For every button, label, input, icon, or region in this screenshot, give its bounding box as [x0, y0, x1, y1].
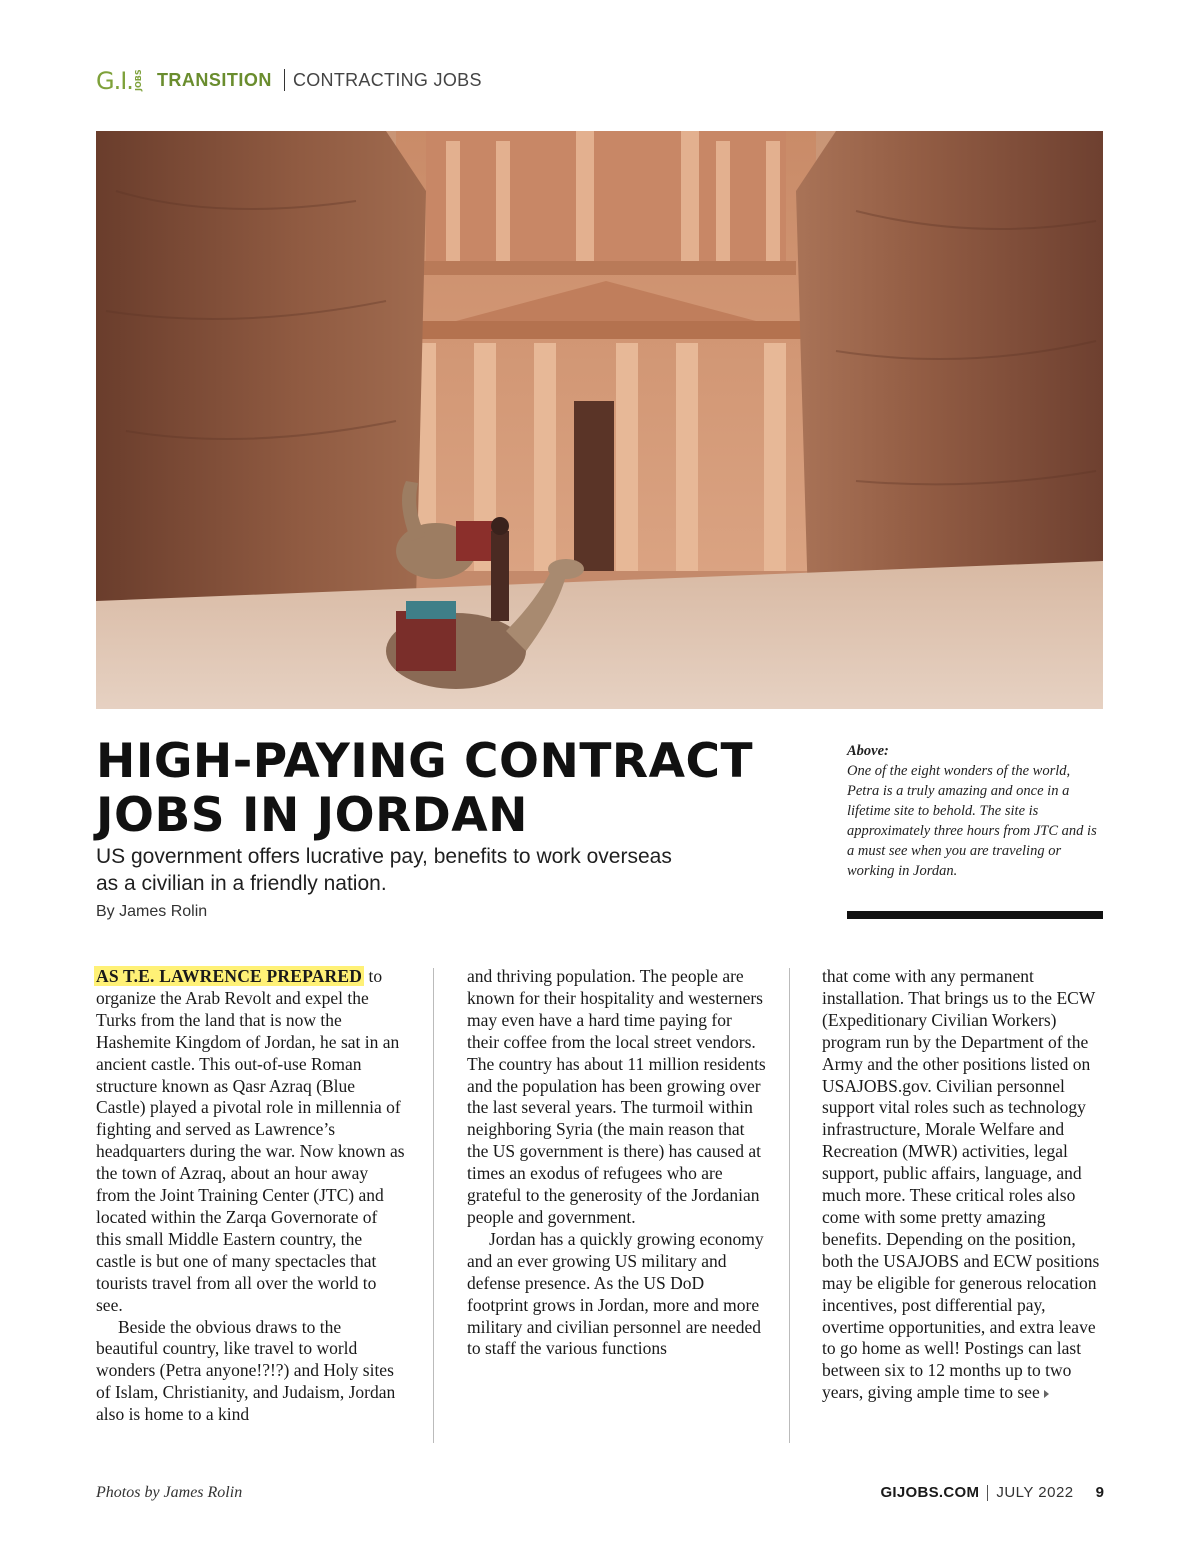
paragraph: and thriving population. The people are known for their hospitality and westerners may even have a hard time paying for their coffee from the local street vendors. The country has about 11 million residents and the population has been growing over the last several years. The turmoil within neighboring Syria (the main reason that the US government is there) has caused at times an exodus of refugees who are grateful to the generosity of the Jordanian people and government. [467, 966, 766, 1227]
photo-credit: Photos by James Rolin [96, 1484, 243, 1501]
continue-arrow-icon [1044, 1390, 1049, 1398]
paragraph: Jordan has a quickly growing economy and an ever growing US military and defense presence. As the US DoD footprint grows in Jordan, more and more military and civilian personnel are needed to staff the various functions [467, 1228, 764, 1359]
lead-in-highlight: AS T.E. LAWRENCE PREPARED [96, 966, 363, 986]
body-column-1 [96, 966, 406, 1426]
running-header [96, 64, 482, 96]
site-name: GIJOBS.COM [880, 1484, 980, 1501]
body-column-3 [822, 966, 1107, 1404]
logo-gi-text: G.I. [96, 67, 133, 95]
article-subtitle: US government offers lucrative pay, benefits to work overseas as a civilian in a friendly nation. [96, 845, 672, 895]
section-label: TRANSITION [156, 69, 272, 90]
page-number: 9 [1095, 1484, 1104, 1501]
paragraph-text: to organize the Arab Revolt and expel the Turks from the land that is now the Hashemite Kingdom of Jordan, he sat in an ancient castle. This out-of-use Roman structure known as Qasr Azraq (Blue Castle) played a pivotal role in millennia of fighting and served as Lawrence’s headquarters during the war. Now known as the town of Azraq, about an hour away from the Joint Training Center (JTC) and located within the Zarqa Governorate of this small Middle Eastern country, the castle is but one of many spectacles that tourists travel from all over the world to see. [96, 966, 405, 1315]
paragraph-text: that come with any permanent installation. That brings us to the ECW (Expeditionary Civilian Workers) program run by the Department of the Army and the other positions listed on USAJOBS.gov. Civilian personnel support vital roles such as technology infrastructure, Morale Welfare and Recreation (MWR) activities, legal support, public affairs, language, and much more. These critical roles also come with some pretty amazing benefits. Depending on the position, both the USAJOBS and ECW positions may be eligible for generous relocation incentives, post differential pay, overtime opportunities, and extra leave to go home as well! Postings can last between six to 12 months up to two years, giving ample time to see [822, 966, 1100, 1403]
logo-jobs-text: JOBS [133, 69, 143, 91]
paragraph [96, 966, 406, 1317]
photo-caption [847, 741, 1103, 881]
subsection-label: CONTRACTING JOBS [292, 69, 482, 90]
article-title [96, 735, 796, 843]
caption-heading: Above: [847, 743, 889, 759]
paragraph: Beside the obvious draws to the beautiful country, like travel to world wonders (Petra anyone!?!?) and Holy sites of Islam, Christianity, and Judaism, Jordan also is home to a kind [96, 1316, 396, 1425]
footer-divider [987, 1485, 988, 1501]
gi-jobs-logo [96, 67, 143, 93]
title-line-2: JOBS IN JORDAN [96, 788, 529, 843]
hero-photo [96, 131, 1103, 709]
column-divider [433, 968, 434, 1443]
caption-text: One of the eight wonders of the world, Petra is a truly amazing and once in a lifetime site to behold. The site is approximately three hours from JTC and is a must see when you are traveling or working in Jordan. [847, 763, 1097, 879]
column-divider [789, 968, 790, 1443]
header-divider [284, 69, 285, 91]
issue-date: JULY 2022 [996, 1484, 1074, 1501]
page-footer [880, 1484, 1104, 1501]
petra-photo-illustration [96, 131, 1103, 709]
paragraph [822, 966, 1107, 1404]
caption-divider [847, 911, 1103, 919]
title-line-1: HIGH-PAYING CONTRACT [96, 734, 754, 789]
body-column-2 [467, 966, 767, 1360]
byline: By James Rolin [96, 903, 208, 920]
